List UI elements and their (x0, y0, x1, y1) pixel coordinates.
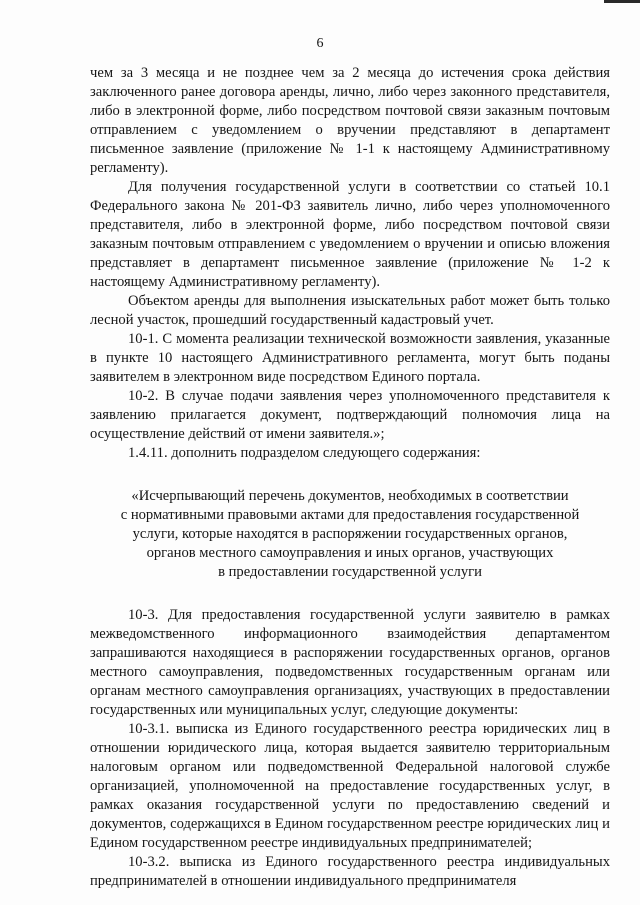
paragraph-10-3: 10-3. Для предоставления государственной услуги заявителю в рамках межведомственного информационного взаимодействия департаментом запрашиваются находящиеся в распоряжении государственных органов, органов местного самоуправления, подведомственных государственным органам или органам местного самоуправления организациях, участвующих в предоставлении государственных или муниципальных услуг, следующие документы: (90, 607, 610, 718)
paragraph-10-1: 10-1. С момента реализации технической возможности заявления, указанные в пункте 10 настоящего Административного регламента, могут быть поданы заявителем в электронном виде посредством Единого портала. (90, 331, 610, 385)
paragraph-lease-object: Объектом аренды для выполнения изыскательных работ может быть только лесной участок, прошедший государственный кадастровый учет. (90, 293, 610, 328)
paragraph-10-3-1: 10-3.1. выписка из Единого государственного реестра юридических лиц в отношении юридического лица, которая выдается заявителю территориальным налоговым органом или подведомственной Федеральной налоговой службе организацией, уполномоченной на предоставление государственных услуг, в рамках оказания государственной услуги по предоставлению сведений и документов, содержащихся в Едином государственном реестре юридических лиц и Едином государственном реестре индивидуальных предпринимателей; (90, 721, 610, 851)
paragraph-continuation: чем за 3 месяца и не позднее чем за 2 месяца до истечения срока действия заключенного ранее договора аренды, лично, либо через законного представителя, либо в электронной форме, либо посредством почтовой связи заказным почтовым отправлением с уведомлением о вручении представляют в департамент письменное заявление (приложение № 1-1 к настоящему Административному регламенту). (90, 65, 610, 176)
paragraph-10-2: 10-2. В случае подачи заявления через уполномоченного представителя к заявлению прилагается документ, подтверждающий полномочия лица на осуществление действий от имени заявителя.»; (90, 388, 610, 442)
paragraph-1-4-11: 1.4.11. дополнить подразделом следующего содержания: (128, 445, 481, 461)
scan-corner-mark (604, 0, 640, 3)
section-heading: «Исчерпывающий перечень документов, необходимых в соответствии с нормативными правовыми актами для предоставления государственной услуги, которые находятся в распоряжении государственных органов, органов местного самоуправления и иных органов, участвующих в предоставлении государственной услуги (120, 488, 580, 580)
document-body (90, 64, 610, 891)
page-number: 6 (316, 36, 324, 51)
paragraph-10-3-2: 10-3.2. выписка из Единого государственного реестра индивидуальных предпринимателей в отношении индивидуального предпринимателя (90, 854, 610, 889)
paragraph-article-10-1: Для получения государственной услуги в соответствии со статьей 10.1 Федерального закона № 201-ФЗ заявитель лично, либо через уполномоченного представителя, либо в электронной форме, либо посредством почтовой связи заказным почтовым отправлением с уведомлением о вручении и описью вложения представляет в департамент письменное заявление (приложение № 1-2 к настоящему Административному регламенту). (90, 179, 610, 290)
